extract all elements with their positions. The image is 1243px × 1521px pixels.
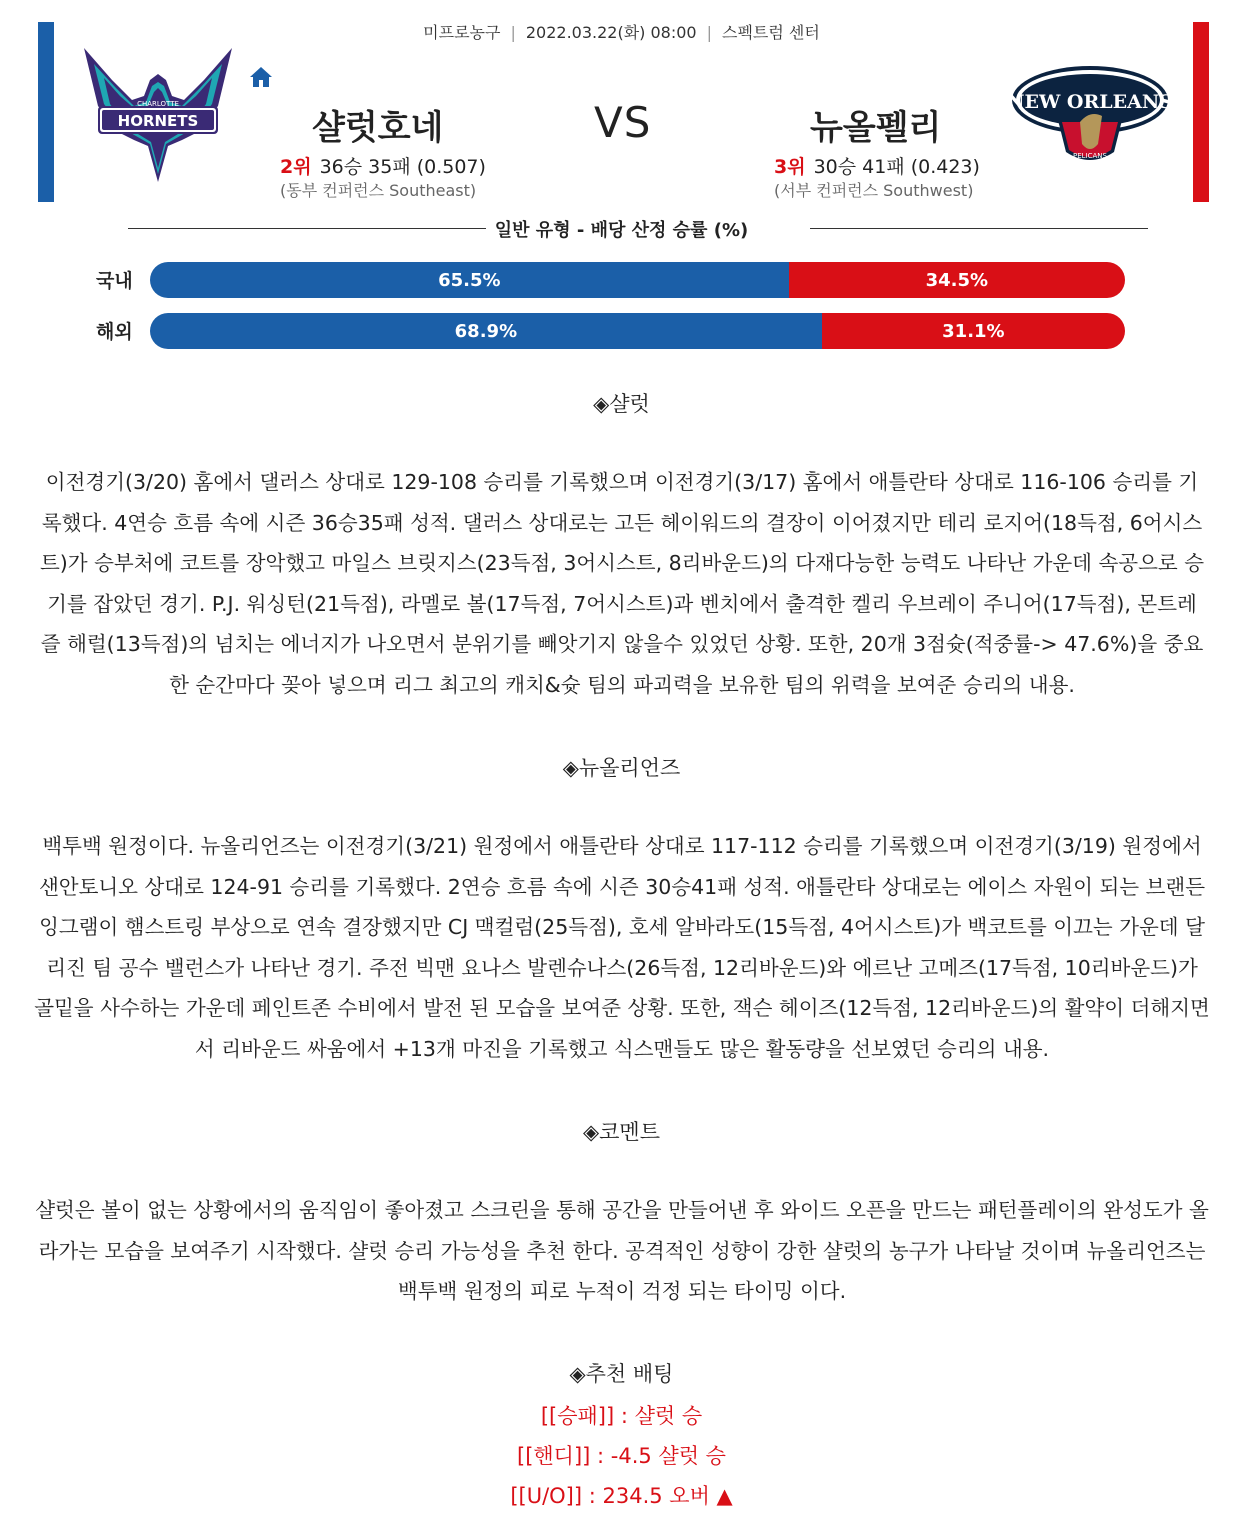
odds-bar-domestic — [150, 262, 1125, 298]
home-rank: 2위 — [280, 156, 312, 178]
svg-text:HORNETS: HORNETS — [117, 112, 199, 130]
odds-bar-home-segment: 68.9% — [150, 313, 822, 349]
home-record-value: 36승 35패 (0.507) — [319, 156, 486, 178]
away-team-name: 뉴올펠리 — [810, 108, 942, 148]
pick-under-over: [[U/O]] : 234.5 오버 ▲ — [510, 1484, 733, 1508]
comment-text — [24, 1190, 1220, 1312]
vs-label: VS — [594, 98, 652, 147]
text-line: 기를 잡았던 경기. P.J. 워싱턴(21득점), 라멜로 볼(17득점, 7어시스트)과 벤치에서 출격한 켈리 우브레이 주니어(17득점), 몬트레 — [47, 591, 1197, 616]
odds-bar-away-segment: 34.5% — [789, 262, 1125, 298]
divider-right — [810, 228, 1148, 229]
text-line: 즐 해럴(13득점)의 넘치는 에너지가 나오면서 분위기를 빼앗기지 않을수 있었던 상황. 또한, 20개 3점슛(적중률-> 47.6%)을 중요 — [40, 632, 1204, 656]
away-record — [774, 152, 980, 179]
odds-bar-home-segment: 65.5% — [150, 262, 789, 298]
home-analysis-text — [24, 462, 1220, 705]
away-analysis-text — [24, 826, 1220, 1069]
away-rank: 3위 — [774, 156, 806, 178]
text-line: 백투백 원정의 피로 누적이 걱정 되는 타이밍 이다. — [397, 1279, 847, 1303]
odds-row-label-overseas: 해외 — [96, 321, 133, 343]
comment-heading: ◈코멘트 — [582, 1120, 660, 1144]
svg-text:CHARLOTTE: CHARLOTTE — [137, 100, 179, 108]
odds-title: 일반 유형 - 배당 산정 승률 (%) — [494, 220, 749, 241]
match-meta: 미프로농구 | 2022.03.22(화) 08:00 | 스펙트럼 센터 — [423, 23, 820, 42]
text-line: 샌안토니오 상대로 124-91 승리를 기록했다. 2연승 흐름 속에 시즌 30승41패 성적. 애틀란타 상대로는 에이스 자원이 되는 브랜든 — [38, 874, 1206, 899]
home-color-bar — [38, 22, 54, 202]
home-analysis-heading: ◈샬럿 — [593, 392, 650, 416]
odds-bar-away-segment: 31.1% — [822, 313, 1125, 349]
odds-row-label-domestic: 국내 — [96, 270, 133, 292]
text-line: 이전경기(3/20) 홈에서 댈러스 상대로 129-108 승리를 기록했으며 이전경기(3/17) 홈에서 애틀란타 상대로 116-106 승리를 기 — [45, 470, 1199, 494]
text-line: 샬럿은 볼이 없는 상황에서의 움직임이 좋아졌고 스크린을 통해 공간을 만들어낸 후 와이드 오픈을 만드는 패턴플레이의 완성도가 올 — [35, 1198, 1209, 1222]
text-line: 백투백 원정이다. 뉴올리언즈는 이전경기(3/21) 원정에서 애틀란타 상대로 117-112 승리를 기록했으며 이전경기(3/19) 원정에서 — [42, 834, 1202, 858]
text-line: 한 순간마다 꽂아 넣으며 리그 최고의 캐치&슛 팀의 파괴력을 보유한 팀의 위력을 보여준 승리의 내용. — [169, 672, 1075, 697]
hornets-logo — [78, 36, 238, 184]
home-icon[interactable] — [248, 64, 274, 90]
home-conference: (동부 컨퍼런스 Southeast) — [280, 181, 477, 200]
home-record — [280, 152, 486, 179]
away-analysis-heading: ◈뉴올리언즈 — [562, 756, 681, 780]
odds-bar-overseas — [150, 313, 1125, 349]
text-line: 골밑을 사수하는 가운데 페인트존 수비에서 발전 된 모습을 보여준 상황. 또한, 잭슨 헤이즈(12득점, 12리바운드)의 활약이 더해지면 — [34, 996, 1210, 1020]
league-label: 미프로농구 — [423, 23, 501, 42]
pick-handicap: [[핸디]] : -4.5 샬럿 승 — [517, 1444, 726, 1468]
svg-text:NEW ORLEANS: NEW ORLEANS — [1010, 91, 1170, 113]
away-color-bar — [1193, 22, 1209, 202]
pick-heading: ◈추천 배팅 — [569, 1362, 674, 1386]
text-line: 록했다. 4연승 흐름 속에 시즌 36승35패 성적. 댈러스 상대로는 고든 헤이워드의 결장이 이어졌지만 테리 로지어(18득점, 6어시스 — [41, 510, 1203, 535]
away-record-value: 30승 41패 (0.423) — [813, 156, 980, 178]
match-datetime: 2022.03.22(화) 08:00 — [525, 23, 697, 42]
pelicans-logo — [1010, 60, 1170, 170]
svg-text:PELICANS: PELICANS — [1073, 152, 1107, 160]
text-line: 트)가 승부처에 코트를 장악했고 마일스 브릿지스(23득점, 3어시스트, 8리바운드)의 다재다능한 능력도 나타난 가운데 속공으로 승 — [39, 551, 1205, 575]
venue-label: 스펙트럼 센터 — [721, 23, 820, 42]
away-conference: (서부 컨퍼런스 Southwest) — [774, 181, 974, 200]
text-line: 잉그램이 햄스트링 부상으로 연속 결장했지만 CJ 맥컬럼(25득점), 호세 알바라도(15득점, 4어시스트)가 백코트를 이끄는 가운데 달 — [39, 915, 1205, 939]
home-team-name: 샬럿호네 — [312, 108, 444, 148]
text-line: 라가는 모습을 보여주기 시작했다. 샬럿 승리 가능성을 추천 한다. 공격적인 성향이 강한 샬럿의 농구가 나타날 것이며 뉴올리언즈는 — [38, 1238, 1206, 1263]
text-line: 서 리바운드 싸움에서 +13개 마진을 기록했고 식스맨들도 많은 활동량을 선보였던 승리의 내용. — [194, 1036, 1050, 1061]
text-line: 리진 팀 공수 밸런스가 나타난 경기. 주전 빅맨 요나스 발렌슈나스(26득점, 12리바운드)와 에르난 고메즈(17득점, 10리바운드)가 — [46, 955, 1198, 980]
pick-win-loss: [[승패]] : 샬럿 승 — [540, 1404, 703, 1428]
